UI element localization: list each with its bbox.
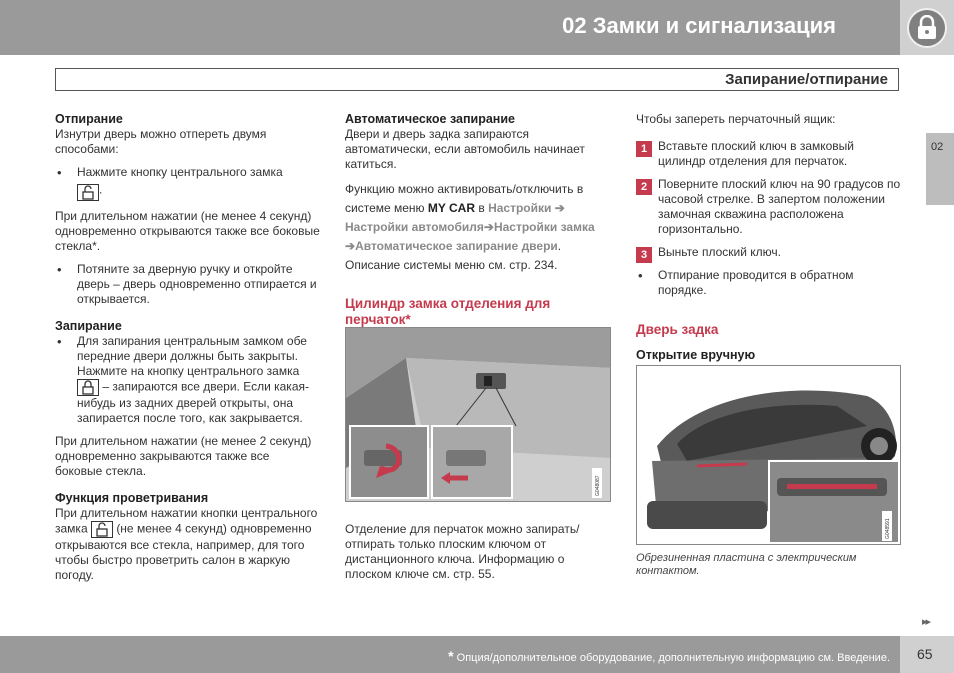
glove-lock-heading: Цилиндр замка отделения для перчаток*	[345, 296, 551, 327]
menu-path-2: Настройки автомобиля	[345, 220, 484, 234]
lock-icon	[907, 8, 947, 48]
tailgate-illustration	[637, 366, 901, 545]
column-3	[636, 112, 901, 363]
footer-bar	[0, 636, 900, 673]
arrow-right-icon: ➔	[345, 239, 356, 253]
auto-lock-text: Двери и дверь задка запираются автоматически, если автомобиль начинает катиться.	[345, 127, 585, 171]
menu-mycar: MY CAR	[427, 201, 476, 215]
menu-description: . Описание системы меню см. стр. 234.	[345, 239, 562, 272]
footnote-text: Опция/дополнительное оборудование, дополнительную информацию см. Введение.	[456, 652, 890, 664]
chapter-icon-box	[900, 0, 954, 55]
section-header	[55, 68, 899, 91]
glovebox-figure-code: G048087	[595, 475, 601, 496]
vent-heading: Функция проветривания	[55, 491, 209, 505]
tailgate-heading: Дверь задка	[636, 322, 719, 337]
footnote-asterisk: *	[448, 648, 454, 664]
chapter-title: 02 Замки и сигнализация	[562, 13, 836, 38]
step-2	[636, 177, 901, 237]
tailgate-caption: Обрезиненная пластина с электрическим контактом.	[636, 552, 857, 577]
step-number-3: 3	[636, 247, 652, 263]
step-3	[636, 245, 901, 260]
unlock-reverse: • Отпирание проводится в обратном порядке.	[636, 268, 901, 298]
unlock-bullet-1-end: .	[99, 182, 103, 197]
unlock-heading: Отпирание	[55, 112, 123, 126]
menu-intro: Функцию можно активировать/отключить в системе меню	[345, 182, 584, 215]
lock-bullet-1-part1: Для запирания центральным замком обе передние двери должны быть закрыты. Нажмите на кнопку центрального замка	[77, 334, 307, 378]
unlock-long-press: При длительном нажатии (не менее 4 секунд) одновременно открываются также все боковые стекла*.	[55, 209, 320, 253]
page-number: 65	[917, 646, 933, 662]
side-tab-label: 02	[931, 141, 944, 153]
tailgate-figure-code: G048591	[885, 518, 891, 539]
column-1	[55, 112, 320, 583]
lock-bullet-1	[55, 334, 320, 426]
central-lock-button-icon	[77, 184, 99, 201]
chapter-side-tab	[926, 133, 954, 205]
glove-text: Отделение для перчаток можно запирать/отпирать только плоским ключом от дистанционного ключа. Информацию о плоском ключе см. стр. 55.	[345, 522, 580, 581]
step-number-1: 1	[636, 141, 652, 157]
unlock-intro: Изнутри дверь можно отпереть двумя способами:	[55, 127, 267, 156]
step-3-text: Выньте плоский ключ.	[658, 245, 781, 259]
unlock-bullet-1-text: Нажмите кнопку центрального замка	[77, 165, 283, 179]
menu-path-1: Настройки	[488, 201, 552, 215]
step-1-text: Вставьте плоский ключ в замковый цилиндр отделения для перчаток.	[658, 139, 855, 168]
header-bar	[0, 0, 900, 55]
column-2	[345, 112, 613, 328]
lock-bullet-1-part2: – запираются все двери. Если какая-нибудь из задних дверей открыты, она запирается после того, как закрывается.	[77, 379, 309, 425]
arrow-right-icon: ➔	[483, 220, 494, 234]
central-lock-button-icon	[77, 379, 99, 396]
menu-path-4: Автоматическое запирание двери	[355, 239, 558, 253]
lock-long-press: При длительном нажатии (не менее 2 секунд) одновременно закрываются также все боковые стекла.	[55, 434, 312, 478]
unlock-bullet-2: • Потяните за дверную ручку и откройте дверь – дверь одновременно отпирается и открывается.	[55, 262, 320, 307]
page-number-box	[900, 636, 954, 673]
menu-path-3: Настройки замка	[493, 220, 595, 234]
glovebox-figure	[345, 327, 611, 502]
lock-heading: Запирание	[55, 319, 122, 333]
tailgate-caption-block	[636, 552, 901, 578]
auto-lock-heading: Автоматическое запирание	[345, 112, 515, 126]
glove-text-block	[345, 522, 613, 582]
footnote	[448, 648, 890, 664]
glovebox-illustration	[346, 328, 611, 502]
arrow-right-icon: ➔	[554, 201, 565, 215]
step-number-2: 2	[636, 179, 652, 195]
vent-text-part1: При длительном нажатии кнопки центрального замка	[55, 506, 318, 536]
unlock-bullet-1	[55, 165, 320, 201]
vent-text-part2: (не менее 4 секунд) одновременно открываются все стекла, например, для того чтобы быстро проветрить салон в жаркую погоду.	[55, 521, 312, 582]
tailgate-figure	[636, 365, 901, 545]
glove-lock-intro: Чтобы запереть перчаточный ящик:	[636, 112, 836, 126]
central-lock-button-icon	[91, 521, 113, 538]
step-2-text: Поверните плоский ключ на 90 градусов по часовой стрелке. В запертом положении замочная скважина расположена горизонтально.	[658, 177, 901, 236]
vent-text	[55, 506, 320, 583]
auto-lock-menu-text	[345, 180, 613, 275]
menu-in: в	[478, 201, 485, 215]
section-title: Запирание/отпирание	[725, 71, 888, 88]
manual-open-heading: Открытие вручную	[636, 348, 756, 362]
step-1	[636, 139, 901, 169]
next-page-marker: ▸▸	[922, 616, 930, 628]
